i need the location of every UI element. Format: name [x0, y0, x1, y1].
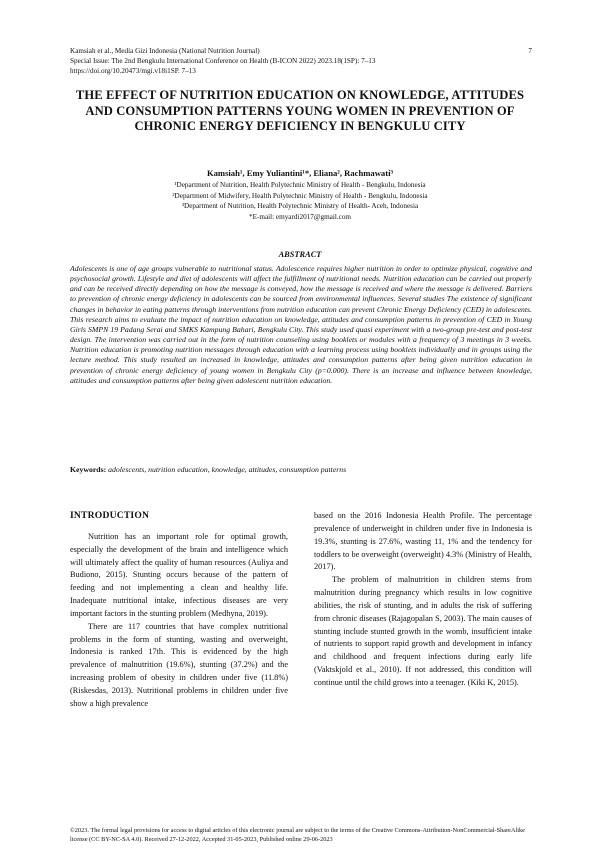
page-number: 7 [528, 47, 532, 55]
intro-paragraph-4: The problem of malnutrition in children stems from malnutrition during pregnancy which results in low cognitive abilities, the risk of stunting, and in adults the risk of suffering from chronic diseases (Rajagopalan S, 2003). The main causes of stunting include stunted growth in the womb, insufficient intake of nutrients to support rapid growth and development in infancy and childhood and frequent infections during early life (Vaktskjold et al., 2010). If not addressed, this condition will continue until the child grows into a teenager. (Kiki K, 2015). [314, 575, 532, 687]
affiliation-1: ¹Department of Nutrition, Health Polytechnic Ministry of Health - Bengkulu, Indonesia [174, 181, 426, 189]
journal-citation-line: Kamsiah et al., Media Gizi Indonesia (National Nutrition Journal) [70, 47, 260, 55]
intro-paragraph-1: Nutrition has an important role for optimal growth, especially the development of the brain and intelligence which will ultimately affect the quality of human resources (Auliya and Budiono, 2015). Stunting occurs because of the pattern of feeding and not implementing a clean and healthy life. Inadequate nutritional intake, infectious diseases are very important factors in the stunting problem (Medhyna, 2019). [70, 531, 288, 618]
doi-link[interactable]: https://doi.org/10.20473/mgi.v18i1SP. 7–13 [70, 67, 196, 75]
running-header [70, 46, 532, 76]
intro-paragraph-3: based on the 2016 Indonesia Health Profile. The percentage prevalence of underweight in children under five in Indonesia is 19.3%, stunting is 27.6%, wasting 11, 1% and the tendency for toddlers to be overweight (overweight) 4.3% (Ministry of Health, 2017). [314, 511, 532, 572]
intro-paragraph-2: There are 117 countries that have complex nutritional problems in the form of stunting, wasting and overweight, Indonesia is ranked 17th. This is evidenced by the high prevalence of malnutrition (19.6%), stunting (37.2%) and the increasing problem of obesity in children under five (11.8%) (Riskesdas, 2013). Nutritional problems in children under five show a high prevalence [70, 621, 288, 708]
affiliation-3: ³Department of Nutrition, Health Polytechnic Ministry of Health- Aceh, Indonesia [181, 202, 419, 210]
right-column [314, 510, 532, 690]
keywords [70, 465, 532, 475]
license-footer: ©2023. The formal legal provisions for access to digital articles of this electronic journal are subject to the terms of the Creative Commons-Attribution-NonCommercial-ShareAlike license (CC BY-NC-SA 4.0). Received 27-12-2022, Accepted 31-05-2023, Published online 29-06-2023 [70, 827, 525, 843]
introduction-heading: INTRODUCTION [70, 510, 150, 521]
keywords-list: adolescents, nutrition education, knowledge, attitudes, consumption patterns [108, 465, 347, 474]
left-column [70, 510, 288, 711]
paper-title: THE EFFECT OF NUTRITION EDUCATION ON KNOWLEDGE, ATTITUDES AND CONSUMPTION PATTERNS YOUNG WOMEN IN PREVENTION OF CHRONIC ENERGY DEFICIENCY IN BENGKULU CITY [75, 88, 525, 133]
author-list: Kamsiah¹, Emy Yuliantini¹*, Eliana², Rachmawati³ [206, 168, 394, 178]
affiliation-2: ²Department of Midwifery, Health Polytechnic Ministry of Health - Bengkulu, Indonesia [172, 191, 428, 200]
corresponding-email[interactable]: *E-mail: emyardi2017@gmail.com [248, 212, 352, 221]
abstract-heading: ABSTRACT [278, 250, 322, 259]
affiliations [70, 180, 530, 222]
keywords-label: Keywords: [70, 465, 107, 474]
special-issue-line: Special Issue: The 2nd Bengkulu International Conference on Health (B-ICON 2022) 2023.18(1SP): 7–13 [70, 57, 376, 65]
abstract-body: Adolescents is one of age groups vulnerable to nutritional status. Adolescence requires higher nutrition in order to optimize physical, cognitive and psychosocial growth. Lifestyle and diet of adolescents will affect the fulfillment of nutritional needs. Nutrition education can be carried out properly and can be received directly depending on how the message is conveyed, how the message is received and where the message is delivered. Barriers to prevention of chronic energy deficiency in adolescents can be sourced from environmental influences. Several studies The existence of significant changes in behavior in eating patterns through interventions from nutrition education can prevent Chronic Energy Deficiency (CED) in adolescents. This research aims to evaluate the impact of nutrition education on knowledge, attitudes and consumption patterns in prevention of CED in Young Girls SMPN 19 Padang Serai and SMKS Kampung Bahari, Bengkulu City. This study used quasi experiment with a two-group pre-test and post-test design. The intervention was carried out in the form of nutrition counseling using booklets or modules with a frequency of 3 meetings in 3 weeks. Nutrition education is promoting nutrition messages through education with a learning process using booklets individually and in groups using the lecture method. This study resulted an increased in knowledge, attitudes and consumption patterns after being given nutrition education in prevention of chronic energy deficiency of young women in Bengkulu City (p=0.000). There is an increase and influence between knowledge, attitudes and consumption patterns after being given adolescent nutrition education. [70, 264, 532, 385]
